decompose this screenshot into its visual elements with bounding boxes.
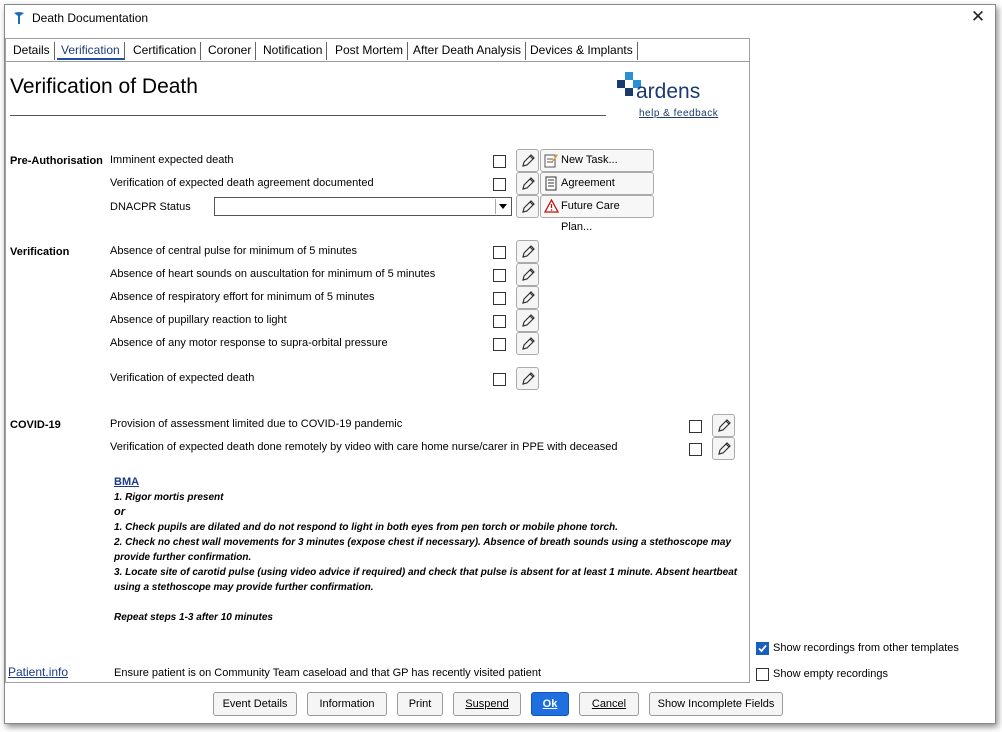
checkbox-covid-remote-verification[interactable] xyxy=(689,443,702,456)
pencil-icon xyxy=(520,267,536,283)
checkbox-agreement-documented[interactable] xyxy=(493,178,506,191)
section-covid-19: COVID-19 xyxy=(10,419,61,431)
show-empty-recordings-label: Show empty recordings xyxy=(773,668,888,680)
pencil-icon xyxy=(520,371,536,387)
pencil-icon xyxy=(520,153,536,169)
app-logo-icon xyxy=(13,11,25,25)
death-documentation-window xyxy=(4,4,996,724)
edit-central-pulse[interactable] xyxy=(516,240,539,263)
patient-info-link[interactable]: Patient.info xyxy=(8,665,69,679)
guidance-line: 1. Rigor mortis present xyxy=(114,492,224,503)
pencil-icon xyxy=(520,290,536,306)
information-button[interactable]: Information xyxy=(307,692,387,716)
checkbox-verification-expected-death[interactable] xyxy=(493,373,506,386)
row-agreement-documented: Verification of expected death agreement documented xyxy=(110,177,374,189)
section-verification: Verification xyxy=(10,246,70,258)
edit-covid-limited-assessment[interactable] xyxy=(712,414,735,437)
tab-notification[interactable]: Notification xyxy=(259,42,327,60)
guidance-line: or xyxy=(114,506,125,518)
cancel-button[interactable]: Cancel xyxy=(579,692,639,716)
edit-covid-remote-verification[interactable] xyxy=(712,437,735,460)
warning-icon xyxy=(544,199,559,213)
caseload-note: Ensure patient is on Community Team caseload and that GP has recently visited patient xyxy=(114,667,541,679)
document-icon xyxy=(544,176,558,191)
pencil-icon xyxy=(520,176,536,192)
guidance-line: Repeat steps 1-3 after 10 minutes xyxy=(114,612,273,623)
print-button[interactable]: Print xyxy=(397,692,443,716)
window-title: Death Documentation xyxy=(32,11,149,25)
edit-respiratory-effort[interactable] xyxy=(516,286,539,309)
pencil-icon xyxy=(520,336,536,352)
edit-dnacpr-status[interactable] xyxy=(516,195,539,218)
edit-heart-sounds[interactable] xyxy=(516,263,539,286)
pencil-icon xyxy=(520,313,536,329)
guidance-line: 3. Locate site of carotid pulse (using video advice if required) and check that pulse is absent for at least 1 minute. Absent heartbeat using a stethoscope may provide further confirmation. xyxy=(114,567,738,593)
edit-imminent-expected-death[interactable] xyxy=(516,149,539,172)
row-dnacpr-status: DNACPR Status xyxy=(110,201,191,213)
pencil-icon xyxy=(716,441,732,457)
edit-pupillary-reaction[interactable] xyxy=(516,309,539,332)
row-imminent-expected-death: Imminent expected death xyxy=(110,154,234,166)
tab-post-mortem[interactable]: Post Mortem xyxy=(331,42,408,60)
future-care-plan-button[interactable] xyxy=(540,195,654,233)
edit-motor-response[interactable] xyxy=(516,332,539,355)
event-details-button[interactable]: Event Details xyxy=(213,692,297,716)
guidance-line: 1. Check pupils are dilated and do not respond to light in both eyes from pen torch or mobile phone torch. xyxy=(114,522,618,533)
page-title: Verification of Death xyxy=(10,75,198,98)
edit-agreement-documented[interactable] xyxy=(516,172,539,195)
checkbox-motor-response[interactable] xyxy=(493,338,506,351)
pencil-icon xyxy=(520,199,536,215)
new-task-icon xyxy=(544,153,558,168)
checkmark-icon xyxy=(757,643,768,654)
checkbox-respiratory-effort[interactable] xyxy=(493,292,506,305)
show-empty-recordings-checkbox[interactable] xyxy=(756,668,769,681)
show-incomplete-fields-button[interactable]: Show Incomplete Fields xyxy=(649,692,783,716)
help-feedback-link[interactable]: help & feedback xyxy=(639,108,719,119)
future-care-plan-label: Future Care Plan... xyxy=(561,200,620,233)
checkbox-heart-sounds[interactable] xyxy=(493,269,506,282)
heading-divider xyxy=(10,115,606,116)
title-bar xyxy=(5,5,995,31)
checkbox-central-pulse[interactable] xyxy=(493,246,506,259)
new-task-button[interactable] xyxy=(540,149,654,172)
row-central-pulse: Absence of central pulse for minimum of 5 minutes xyxy=(110,245,358,257)
row-covid-remote-verification: Verification of expected death done remotely by video with care home nurse/carer in PPE with deceased xyxy=(110,441,618,453)
guidance-line xyxy=(114,595,744,610)
section-pre-authorisation: Pre-Authorisation xyxy=(10,155,103,167)
ardens-wordmark: ardens xyxy=(636,80,701,103)
row-respiratory-effort: Absence of respiratory effort for minimum of 5 minutes xyxy=(110,291,375,303)
checkbox-covid-limited-assessment[interactable] xyxy=(689,420,702,433)
checkbox-pupillary-reaction[interactable] xyxy=(493,315,506,328)
chevron-down-icon[interactable] xyxy=(495,199,510,214)
row-pupillary-reaction: Absence of pupillary reaction to light xyxy=(110,314,287,326)
agreement-button[interactable] xyxy=(540,172,654,195)
bma-link[interactable]: BMA xyxy=(114,476,140,488)
row-covid-limited-assessment: Provision of assessment limited due to COVID-19 pandemic xyxy=(110,418,403,430)
bma-guidance xyxy=(114,475,744,625)
guidance-line: 2. Check no chest wall movements for 3 minutes (expose chest if necessary). Absence of breath sounds using a stethoscope may provide further confirmation. xyxy=(114,537,732,563)
tab-strip xyxy=(6,39,749,62)
show-other-templates-checkbox[interactable] xyxy=(756,642,769,655)
ok-button[interactable]: Ok xyxy=(531,692,569,716)
pencil-icon xyxy=(520,244,536,260)
tab-after-death-analysis[interactable]: After Death Analysis xyxy=(409,42,526,60)
dnacpr-status-select[interactable] xyxy=(214,197,512,216)
tab-details[interactable]: Details xyxy=(9,42,55,60)
checkbox-imminent-expected-death[interactable] xyxy=(493,155,506,168)
form-panel xyxy=(5,38,750,683)
suspend-button[interactable]: Suspend xyxy=(453,692,521,716)
pencil-icon xyxy=(716,418,732,434)
tab-certification[interactable]: Certification xyxy=(129,42,201,60)
show-other-templates-label: Show recordings from other templates xyxy=(773,642,959,654)
edit-verification-expected-death[interactable] xyxy=(516,367,539,390)
tab-devices-implants[interactable]: Devices & Implants xyxy=(526,42,638,60)
close-icon[interactable]: ✕ xyxy=(970,7,986,26)
tab-verification[interactable]: Verification xyxy=(57,42,125,60)
row-heart-sounds: Absence of heart sounds on auscultation for minimum of 5 minutes xyxy=(110,268,436,280)
new-task-label: New Task... xyxy=(561,154,618,166)
row-verification-expected-death: Verification of expected death xyxy=(110,372,255,384)
ardens-logo xyxy=(616,71,726,121)
tab-coroner[interactable]: Coroner xyxy=(204,42,256,60)
agreement-label: Agreement xyxy=(561,177,615,189)
row-motor-response: Absence of any motor response to supra-orbital pressure xyxy=(110,337,388,349)
